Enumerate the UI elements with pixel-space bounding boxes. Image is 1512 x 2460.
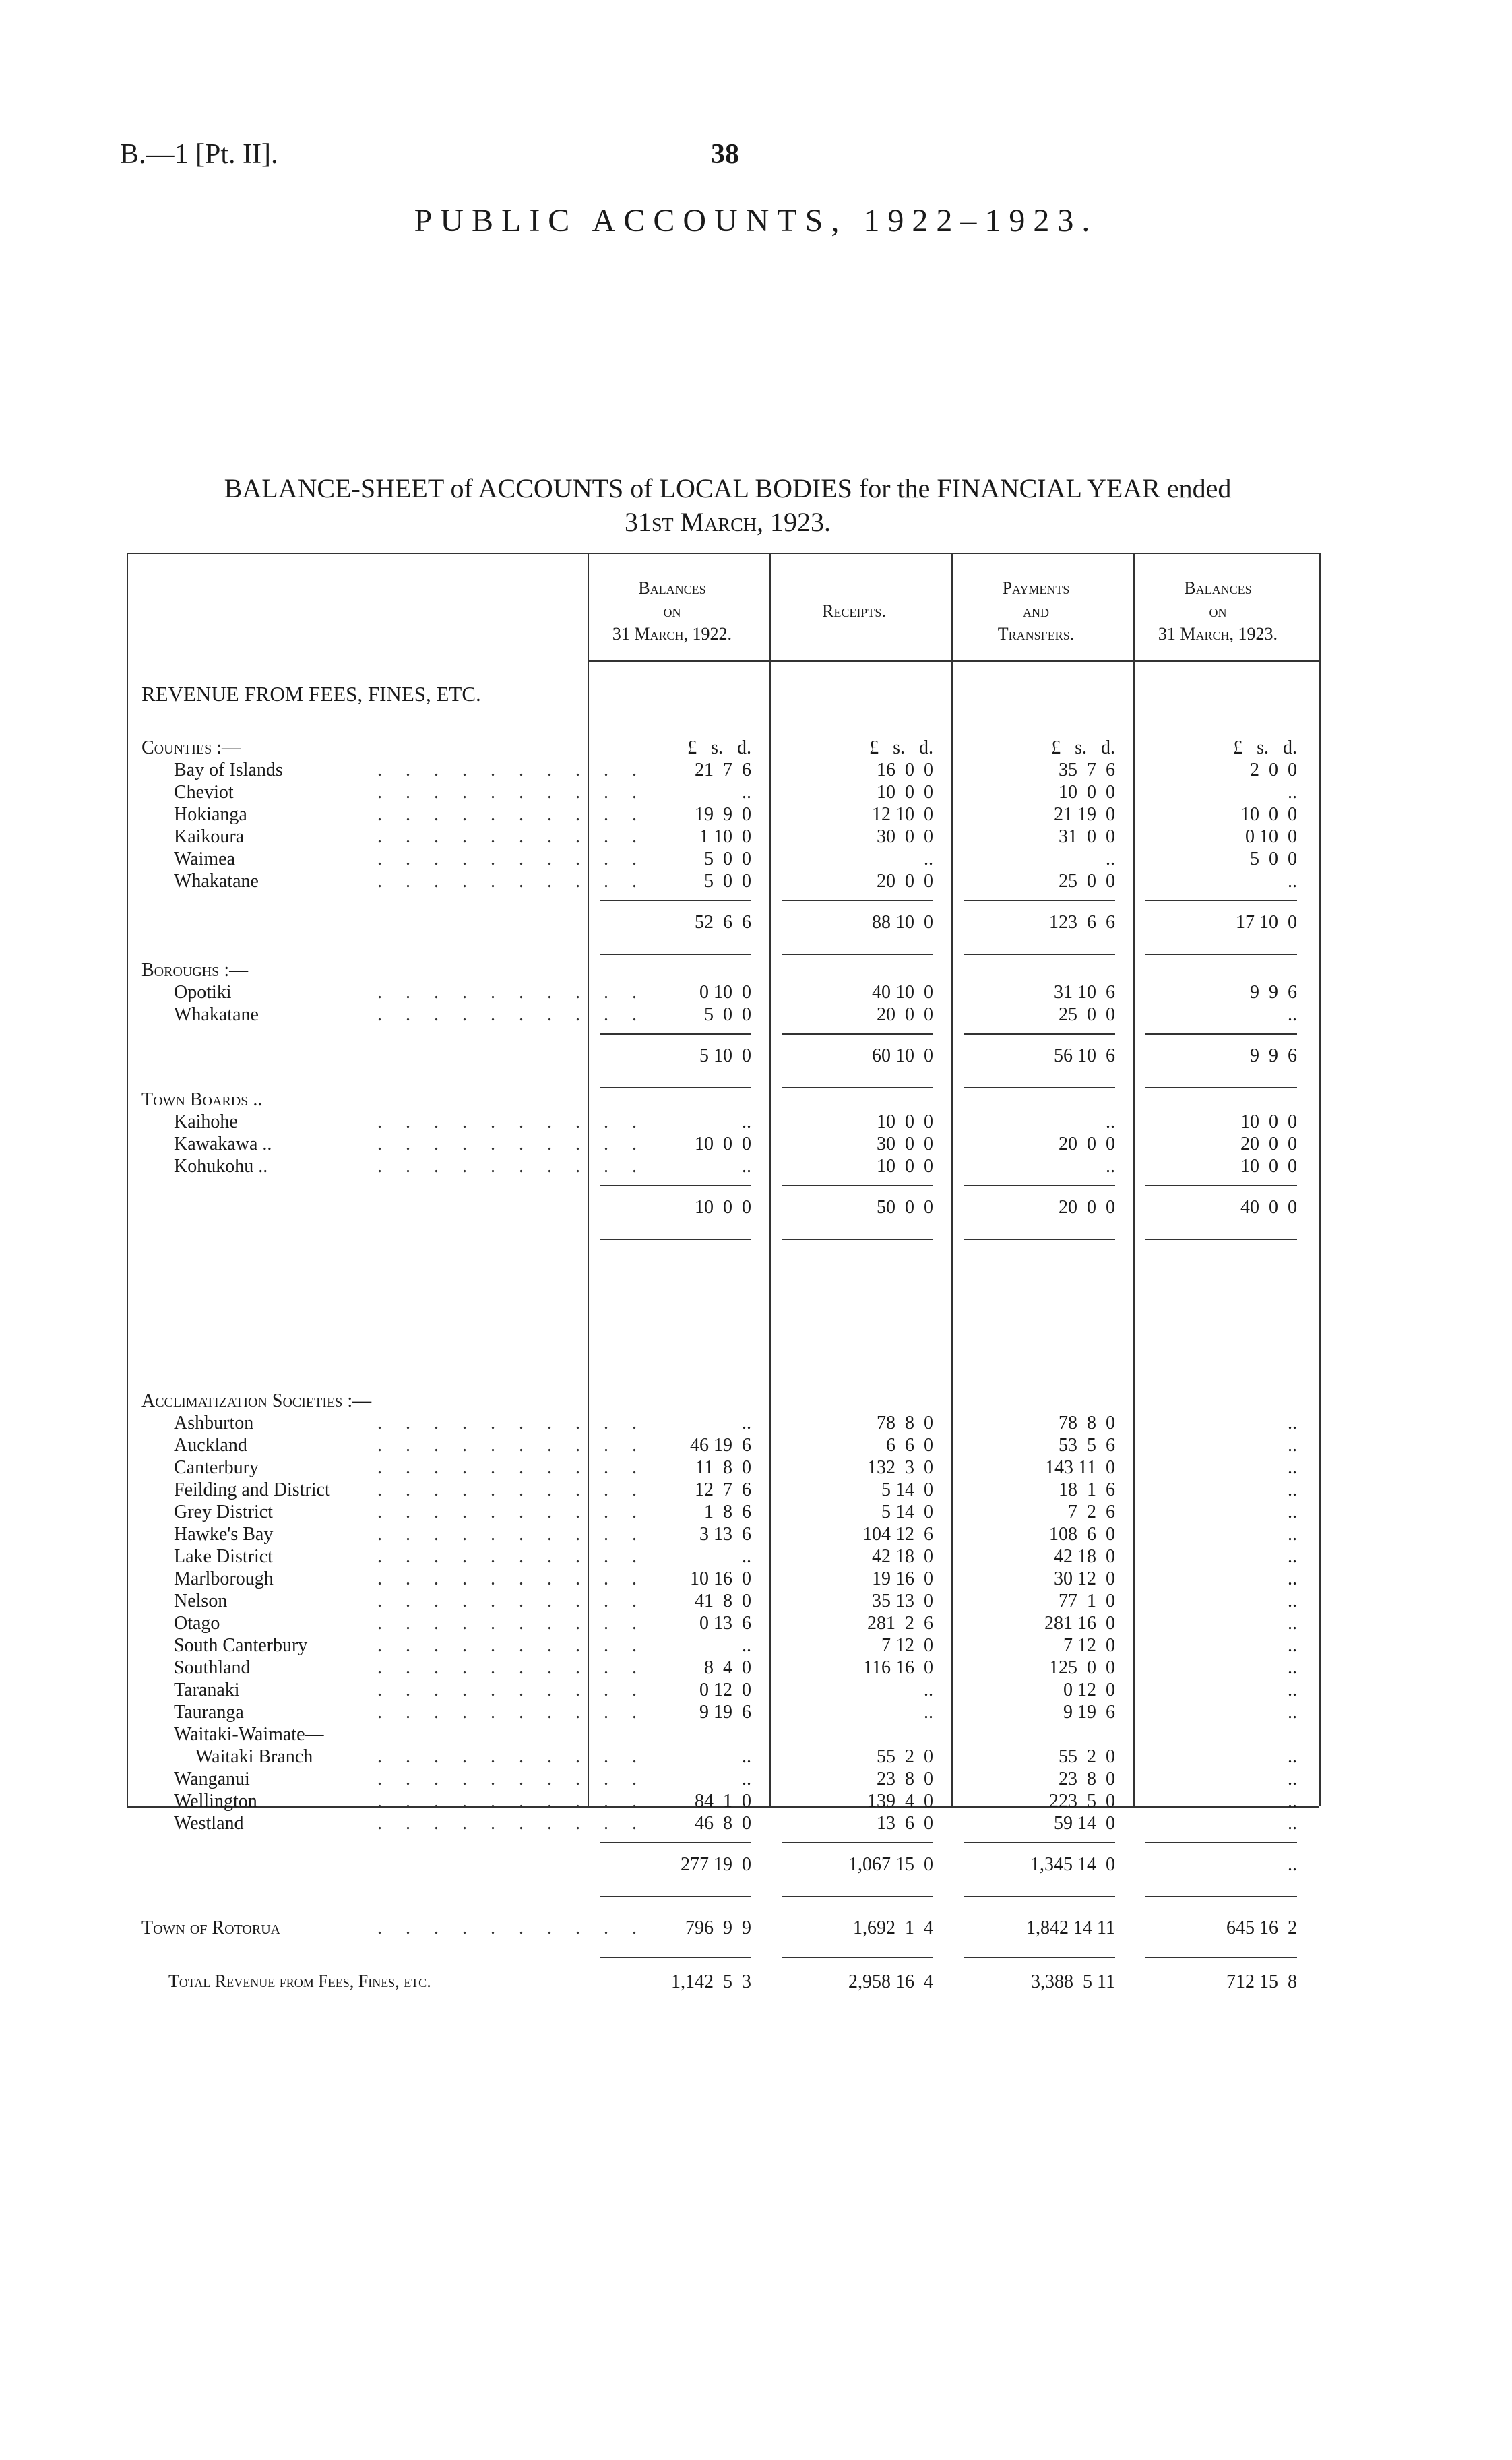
society-row-col4: .. [1288,1702,1297,1723]
society-row-col3: 7 2 6 [1068,1502,1115,1523]
subtotal-rule [600,1896,751,1897]
town-board-row-col2: 10 0 0 [877,1111,933,1132]
column-header-line: on [663,601,681,621]
leader-dots: . . . . . . . . . . [377,1613,646,1634]
leader-dots: . . . . . . . . . . [377,1111,646,1132]
leader-dots: . . . . . . . . . . [377,1004,646,1025]
subtotal-rule [964,1842,1115,1843]
leader-dots: . . . . . . . . . . [377,1746,646,1767]
subtotal-rule [600,1842,751,1843]
group-label-society: Acclimatization Societies :— [141,1390,372,1411]
town-board-row-col3: .. [1106,1111,1115,1132]
society-row-col3: 53 5 6 [1059,1435,1115,1456]
subtotal-rule [1145,1896,1297,1897]
county-row-col1: 21 7 6 [695,760,751,780]
town-board-row-col1: .. [742,1156,751,1177]
county-row-col3: .. [1106,849,1115,869]
society-row-col4: .. [1288,1568,1297,1589]
society-row-col2: 5 14 0 [881,1479,933,1500]
borough-row-col1: 5 0 0 [704,1004,751,1025]
subtotal-rule [964,1239,1115,1240]
group-label-town-board: Town Boards .. [141,1089,263,1110]
society-name: Ashburton [174,1413,254,1434]
group-label-borough: Boroughs :— [141,960,249,981]
subtotal-rule [782,900,933,901]
table-title [125,472,1331,539]
society-row-col2: 23 8 0 [877,1769,933,1789]
subtotal-rule [964,1957,1115,1958]
town-board-total-col3: 20 0 0 [1059,1197,1115,1218]
county-row-col4: 5 0 0 [1250,849,1297,869]
column-header-line: and [1023,601,1049,621]
borough-total-col3: 56 10 6 [1054,1045,1115,1066]
society-row-col1: 9 19 6 [699,1702,751,1723]
subtotal-rule [782,1185,933,1186]
society-row-col4: .. [1288,1546,1297,1567]
leader-dots: . . . . . . . . . . [377,982,646,1003]
page-number: 38 [711,139,739,170]
leader-dots: . . . . . . . . . . [377,782,646,803]
currency-units: £ s. d. [1051,737,1115,758]
county-row-col1: .. [742,782,751,803]
society-row-col4: .. [1288,1657,1297,1678]
society-total-col3: 1,345 14 0 [1030,1854,1115,1875]
county-row-col2: .. [924,849,933,869]
column-header-line: Transfers. [997,624,1075,644]
society-row-col2: 19 16 0 [872,1568,933,1589]
table-title-line2: 31st March, 1923. [624,507,831,537]
leader-dots: . . . . . . . . . . [377,1813,646,1834]
society-row-col1: 11 8 0 [695,1457,751,1478]
town-board-row-col4: 10 0 0 [1240,1156,1297,1177]
borough-row-col2: 20 0 0 [877,1004,933,1025]
leader-dots: . . . . . . . . . . [377,1413,646,1434]
county-row-col3: 25 0 0 [1059,871,1115,892]
society-name: Wellington [174,1791,257,1812]
leader-dots: . . . . . . . . . . [377,1479,646,1500]
leader-dots: . . . . . . . . . . [377,760,646,780]
currency-units: £ s. d. [687,737,751,758]
society-row-col1: .. [742,1769,751,1789]
subtotal-rule [964,1033,1115,1035]
society-name: Wanganui [174,1769,250,1789]
leader-dots: . . . . . . . . . . [377,1156,646,1177]
society-name: Waitaki Branch [195,1746,313,1767]
county-row-col4: 0 10 0 [1245,826,1297,847]
town-board-row-col3: 20 0 0 [1059,1134,1115,1155]
subtotal-rule [782,1842,933,1843]
society-name: Taranaki [174,1680,240,1700]
county-row-col3: 31 0 0 [1059,826,1115,847]
leader-dots: . . . . . . . . . . [377,1657,646,1678]
currency-units: £ s. d. [1233,737,1297,758]
county-row-col2: 10 0 0 [877,782,933,803]
leader-dots: . . . . . . . . . . [377,1524,646,1545]
society-name: Nelson [174,1591,228,1611]
society-name: South Canterbury [174,1635,308,1656]
society-name: Grey District [174,1502,273,1523]
subtotal-rule [600,1087,751,1088]
society-row-col1: 3 13 6 [699,1524,751,1545]
subtotal-rule [600,1239,751,1240]
borough-name: Opotiki [174,982,232,1003]
society-row-col3: 30 12 0 [1054,1568,1115,1589]
column-header-line: Receipts. [822,601,886,621]
county-total-col3: 123 6 6 [1049,912,1115,933]
subtotal-rule [1145,1087,1297,1088]
society-total-col1: 277 19 0 [681,1854,751,1875]
subtotal-rule [600,1957,751,1958]
rotorua-col1: 796 9 9 [685,1917,751,1938]
leader-dots: . . . . . . . . . . [377,1680,646,1700]
society-row-col4: .. [1288,1591,1297,1611]
town-board-row-col2: 10 0 0 [877,1156,933,1177]
society-row-col2: 139 4 0 [867,1791,933,1812]
rotorua-col3: 1,842 14 11 [1026,1917,1115,1938]
society-row-col4: .. [1288,1791,1297,1812]
subtotal-rule [1145,1957,1297,1958]
subtotal-rule [600,1185,751,1186]
society-row-col2: 35 13 0 [872,1591,933,1611]
society-row-col1: 41 8 0 [695,1591,751,1611]
county-total-col2: 88 10 0 [872,912,933,933]
borough-row-col2: 40 10 0 [872,982,933,1003]
society-name: Canterbury [174,1457,259,1478]
subtotal-rule [782,1957,933,1958]
subtotal-rule [1145,900,1297,901]
column-header-line: Balances [1184,578,1252,598]
society-row-col3: 78 8 0 [1059,1413,1115,1434]
county-row-col1: 19 9 0 [695,804,751,825]
subtotal-rule [1145,1185,1297,1186]
society-row-col2: 104 12 6 [862,1524,933,1545]
borough-total-col1: 5 10 0 [699,1045,751,1066]
county-row-col4: .. [1288,871,1297,892]
society-row-col1: 1 8 6 [704,1502,751,1523]
town-board-name: Kawakawa .. [174,1134,272,1155]
currency-units: £ s. d. [869,737,933,758]
borough-row-col3: 25 0 0 [1059,1004,1115,1025]
society-row-col4: .. [1288,1813,1297,1834]
society-row-col4: .. [1288,1457,1297,1478]
subtotal-rule [600,1033,751,1035]
town-board-row-col4: 10 0 0 [1240,1111,1297,1132]
town-board-name: Kohukohu .. [174,1156,268,1177]
town-board-row-col2: 30 0 0 [877,1134,933,1155]
subtotal-rule [782,1239,933,1240]
society-row-col4: .. [1288,1524,1297,1545]
borough-row-col1: 0 10 0 [699,982,751,1003]
town-board-row-col4: 20 0 0 [1240,1134,1297,1155]
county-name: Waimea [174,849,236,869]
borough-row-col4: 9 9 6 [1250,982,1297,1003]
leader-dots: . . . . . . . . . . [377,871,646,892]
leader-dots: . . . . . . . . . . [377,1917,646,1938]
town-board-total-col2: 50 0 0 [877,1197,933,1218]
grand-total-col3: 3,388 5 11 [1031,1971,1115,1992]
borough-total-col4: 9 9 6 [1250,1045,1297,1066]
subtotal-rule [600,900,751,901]
subtotal-rule [964,1896,1115,1897]
society-name: Hawke's Bay [174,1524,274,1545]
society-row-col1: .. [742,1413,751,1434]
section-title: REVENUE FROM FEES, FINES, ETC. [141,682,481,706]
town-board-total-col4: 40 0 0 [1240,1197,1297,1218]
society-row-col1: .. [742,1746,751,1767]
society-row-col1: 8 4 0 [704,1657,751,1678]
county-total-col1: 52 6 6 [695,912,751,933]
society-row-col3: 281 16 0 [1044,1613,1115,1634]
society-name: Auckland [174,1435,247,1456]
society-row-col3: 143 11 0 [1045,1457,1115,1478]
county-row-col1: 5 0 0 [704,871,751,892]
society-row-col2: 281 2 6 [867,1613,933,1634]
leader-dots: . . . . . . . . . . [377,1769,646,1789]
column-header-1 [586,577,758,646]
leader-dots: . . . . . . . . . . [377,1502,646,1523]
town-board-row-col3: .. [1106,1156,1115,1177]
society-row-col3: 23 8 0 [1059,1769,1115,1789]
society-row-col3: 59 14 0 [1054,1813,1115,1834]
society-row-col4: .. [1288,1680,1297,1700]
subtotal-rule [1145,1842,1297,1843]
county-row-col4: 10 0 0 [1240,804,1297,825]
subtotal-rule [964,1087,1115,1088]
town-board-total-col1: 10 0 0 [695,1197,751,1218]
county-name: Hokianga [174,804,247,825]
county-name: Bay of Islands [174,760,283,780]
society-row-col2: 42 18 0 [872,1546,933,1567]
society-row-col2: 13 6 0 [877,1813,933,1834]
column-header-line: 31 March, 1923. [1158,624,1278,644]
society-row-col3: 9 19 6 [1063,1702,1115,1723]
society-row-col4: .. [1288,1502,1297,1523]
subtotal-rule [964,1185,1115,1186]
rotorua-col4: 645 16 2 [1226,1917,1297,1938]
county-row-col4: .. [1288,782,1297,803]
county-total-col4: 17 10 0 [1236,912,1297,933]
society-row-col3: 125 0 0 [1049,1657,1115,1678]
society-name: Otago [174,1613,220,1634]
subtotal-rule [1145,1239,1297,1240]
town-board-row-col1: 10 0 0 [695,1134,751,1155]
society-row-col2: 116 16 0 [863,1657,933,1678]
society-row-col1: 12 7 6 [695,1479,751,1500]
society-total-col2: 1,067 15 0 [848,1854,933,1875]
column-header-line: on [1209,601,1227,621]
borough-name: Whakatane [174,1004,259,1025]
society-name: Lake District [174,1546,273,1567]
subtotal-rule [1145,954,1297,955]
leader-dots: . . . . . . . . . . [377,849,646,869]
subtotal-rule [1145,1033,1297,1035]
leader-dots: . . . . . . . . . . [377,1635,646,1656]
society-row-col4: .. [1288,1769,1297,1789]
society-row-col4: .. [1288,1479,1297,1500]
column-header-3 [950,577,1122,646]
leader-dots: . . . . . . . . . . [377,1791,646,1812]
society-name: Southland [174,1657,251,1678]
town-board-name: Kaihohe [174,1111,238,1132]
grand-total-col4: 712 15 8 [1226,1971,1297,1992]
column-header-line: 31 March, 1922. [612,624,732,644]
society-row-col2: 55 2 0 [877,1746,933,1767]
county-name: Cheviot [174,782,234,803]
leader-dots: . . . . . . . . . . [377,804,646,825]
subtotal-rule [782,1033,933,1035]
society-name: Feilding and District [174,1479,330,1500]
society-row-col3: 18 1 6 [1059,1479,1115,1500]
society-row-col2: 132 3 0 [867,1457,933,1478]
borough-row-col4: .. [1288,1004,1297,1025]
subtotal-rule [964,900,1115,901]
society-row-col3: 7 12 0 [1063,1635,1115,1656]
society-name: Westland [174,1813,244,1834]
society-row-col4: .. [1288,1746,1297,1767]
subtotal-rule [600,954,751,955]
column-header-2 [768,600,940,623]
county-row-col1: 1 10 0 [699,826,751,847]
table-title-line1: BALANCE-SHEET of ACCOUNTS of LOCAL BODIES for the FINANCIAL YEAR ended [224,473,1232,503]
society-name: Tauranga [174,1702,244,1723]
subtotal-rule [782,1087,933,1088]
county-row-col2: 30 0 0 [877,826,933,847]
society-row-col3: 42 18 0 [1054,1546,1115,1567]
borough-row-col3: 31 10 6 [1054,982,1115,1003]
society-row-col2: 6 6 0 [886,1435,933,1456]
society-row-col1: 84 1 0 [695,1791,751,1812]
group-label-county: Counties :— [141,737,241,758]
leader-dots: . . . . . . . . . . [377,1591,646,1611]
society-row-col2: 78 8 0 [877,1413,933,1434]
county-row-col1: 5 0 0 [704,849,751,869]
society-row-col4: .. [1288,1613,1297,1634]
society-row-col1: 46 19 6 [690,1435,751,1456]
column-header-4 [1132,577,1304,646]
town-of-rotorua-label: Town of Rotorua [141,1917,281,1938]
leader-dots: . . . . . . . . . . [377,1702,646,1723]
county-row-col4: 2 0 0 [1250,760,1297,780]
county-row-col3: 21 19 0 [1054,804,1115,825]
society-row-col1: 10 16 0 [690,1568,751,1589]
society-row-col2: 5 14 0 [881,1502,933,1523]
grand-total-col2: 2,958 16 4 [848,1971,933,1992]
document-reference: B.—1 [Pt. II]. [120,139,278,170]
leader-dots: . . . . . . . . . . [377,1134,646,1155]
leader-dots: . . . . . . . . . . [377,1435,646,1456]
leader-dots: . . . . . . . . . . [377,1546,646,1567]
county-row-col3: 10 0 0 [1059,782,1115,803]
county-name: Whakatane [174,871,259,892]
county-row-col2: 12 10 0 [872,804,933,825]
society-row-col1: .. [742,1546,751,1567]
society-row-col3: 55 2 0 [1059,1746,1115,1767]
borough-total-col2: 60 10 0 [872,1045,933,1066]
society-name: Marlborough [174,1568,274,1589]
running-head: PUBLIC ACCOUNTS, 1922–1923. [414,203,1098,239]
grand-total-label: Total Revenue from Fees, Fines, etc. [168,1971,431,1991]
society-row-col3: 223 5 0 [1049,1791,1115,1812]
society-row-col2: 7 12 0 [881,1635,933,1656]
society-row-col4: .. [1288,1413,1297,1434]
society-name: Waitaki-Waimate— [174,1724,324,1745]
society-row-col2: .. [924,1680,933,1700]
column-header-line: Payments [1002,578,1070,598]
county-row-col2: 16 0 0 [877,760,933,780]
rotorua-col2: 1,692 1 4 [853,1917,933,1938]
society-row-col1: 0 12 0 [699,1680,751,1700]
county-row-col2: 20 0 0 [877,871,933,892]
leader-dots: . . . . . . . . . . [377,1568,646,1589]
society-row-col3: 77 1 0 [1059,1591,1115,1611]
county-name: Kaikoura [174,826,245,847]
leader-dots: . . . . . . . . . . [377,826,646,847]
subtotal-rule [782,954,933,955]
subtotal-rule [964,954,1115,955]
town-board-row-col1: .. [742,1111,751,1132]
subtotal-rule [782,1896,933,1897]
society-row-col2: .. [924,1702,933,1723]
society-total-col4: .. [1288,1854,1297,1875]
society-row-col1: .. [742,1635,751,1656]
grand-total-col1: 1,142 5 3 [671,1971,751,1992]
society-row-col4: .. [1288,1635,1297,1656]
society-row-col1: 46 8 0 [695,1813,751,1834]
society-row-col4: .. [1288,1435,1297,1456]
society-row-col3: 0 12 0 [1063,1680,1115,1700]
society-row-col3: 108 6 0 [1049,1524,1115,1545]
leader-dots: . . . . . . . . . . [377,1457,646,1478]
county-row-col3: 35 7 6 [1059,760,1115,780]
column-header-line: Balances [638,578,706,598]
society-row-col1: 0 13 6 [699,1613,751,1634]
